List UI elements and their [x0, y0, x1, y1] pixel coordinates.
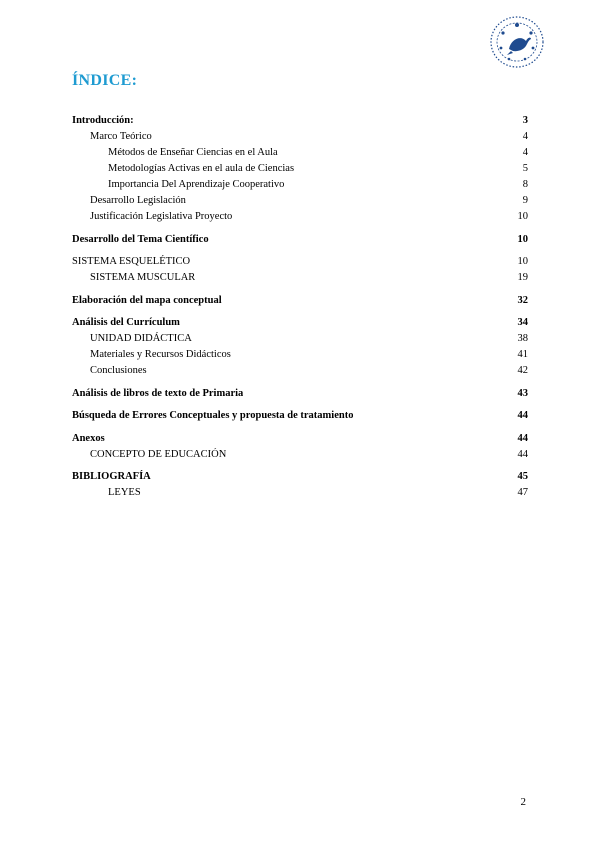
- toc-entry-label: Análisis de libros de texto de Primaria: [72, 388, 244, 399]
- toc-entry-page: 42: [517, 365, 528, 376]
- page-number: 2: [520, 796, 526, 808]
- toc-entry[interactable]: [72, 332, 528, 346]
- toc-entry-page: 45: [517, 471, 528, 482]
- toc-entry-page: 10: [517, 234, 528, 245]
- toc-entry[interactable]: [72, 233, 528, 247]
- toc-entry-page: 10: [517, 256, 528, 267]
- toc-entry-label: Importancia Del Aprendizaje Cooperativo: [108, 179, 285, 190]
- toc-entry[interactable]: [72, 114, 528, 128]
- toc-entry[interactable]: [72, 162, 528, 176]
- toc-entry[interactable]: [72, 387, 528, 401]
- toc-entry-label: Justificación Legislativa Proyecto: [90, 211, 233, 222]
- toc-entry-page: 41: [517, 349, 528, 360]
- toc-entry[interactable]: [72, 364, 528, 378]
- toc-entry-page: 43: [517, 388, 528, 399]
- toc-entry-page: 44: [517, 410, 528, 421]
- toc-entry[interactable]: [72, 316, 528, 330]
- toc-entry-page: 44: [517, 449, 528, 460]
- toc-entry-page: 10: [517, 211, 528, 222]
- toc-entry-page: 38: [517, 333, 528, 344]
- toc-entry-page: 32: [517, 295, 528, 306]
- toc-entry-page: 3: [522, 115, 528, 126]
- toc-entry-page: 9: [522, 195, 528, 206]
- toc-entry[interactable]: [72, 486, 528, 500]
- toc-entry[interactable]: [72, 432, 528, 446]
- toc-entry[interactable]: [72, 348, 528, 362]
- toc-entry-page: 19: [517, 272, 528, 283]
- toc-entry[interactable]: [72, 255, 528, 269]
- toc-entry-label: SISTEMA MUSCULAR: [90, 272, 196, 283]
- toc-entry-label: Conclusiones: [90, 365, 147, 376]
- toc-entry-label: Desarrollo del Tema Científico: [72, 234, 209, 245]
- toc-entry-label: Marco Teórico: [90, 131, 152, 142]
- toc-entry[interactable]: [72, 178, 528, 192]
- toc-entry[interactable]: [72, 271, 528, 285]
- toc-entry-label: SISTEMA ESQUELÉTICO: [72, 256, 191, 267]
- toc-entry-label: CONCEPTO DE EDUCACIÓN: [90, 449, 227, 460]
- toc-entry-page: 44: [517, 433, 528, 444]
- toc-entry[interactable]: [72, 409, 528, 423]
- toc-entry-label: Introducción:: [72, 115, 134, 126]
- toc-entry-label: UNIDAD DIDÁCTICA: [90, 333, 192, 344]
- toc-entry-page: 34: [517, 317, 528, 328]
- toc-entry-label: LEYES: [108, 487, 141, 498]
- toc-entry-page: 4: [522, 131, 528, 142]
- toc-entry[interactable]: [72, 470, 528, 484]
- toc-entry[interactable]: [72, 448, 528, 462]
- toc-entry[interactable]: [72, 294, 528, 308]
- toc-entry[interactable]: [72, 146, 528, 160]
- toc-entry-label: Búsqueda de Errores Conceptuales y propuesta de tratamiento: [72, 410, 354, 421]
- university-seal-icon: [489, 15, 545, 69]
- toc-entry-label: Metodologías Activas en el aula de Ciencias: [108, 163, 295, 174]
- toc-entry-page: 4: [522, 147, 528, 158]
- toc-entry-label: Métodos de Enseñar Ciencias en el Aula: [108, 147, 278, 158]
- toc-entry-page: 5: [522, 163, 528, 174]
- toc-entry[interactable]: [72, 130, 528, 144]
- toc-entry-label: Materiales y Recursos Didácticos: [90, 349, 231, 360]
- toc-entry-label: Análisis del Currículum: [72, 317, 180, 328]
- toc-entry-page: 8: [522, 179, 528, 190]
- toc-entry-label: Elaboración del mapa conceptual: [72, 295, 222, 306]
- toc-entry[interactable]: [72, 194, 528, 208]
- toc-entry-label: Anexos: [72, 433, 105, 444]
- toc-entry-page: 47: [517, 487, 528, 498]
- toc-entry-label: Desarrollo Legislación: [90, 195, 186, 206]
- page-title: ÍNDICE:: [72, 72, 138, 89]
- toc-entry-label: BIBLIOGRAFÍA: [72, 471, 151, 482]
- toc-entry[interactable]: [72, 210, 528, 224]
